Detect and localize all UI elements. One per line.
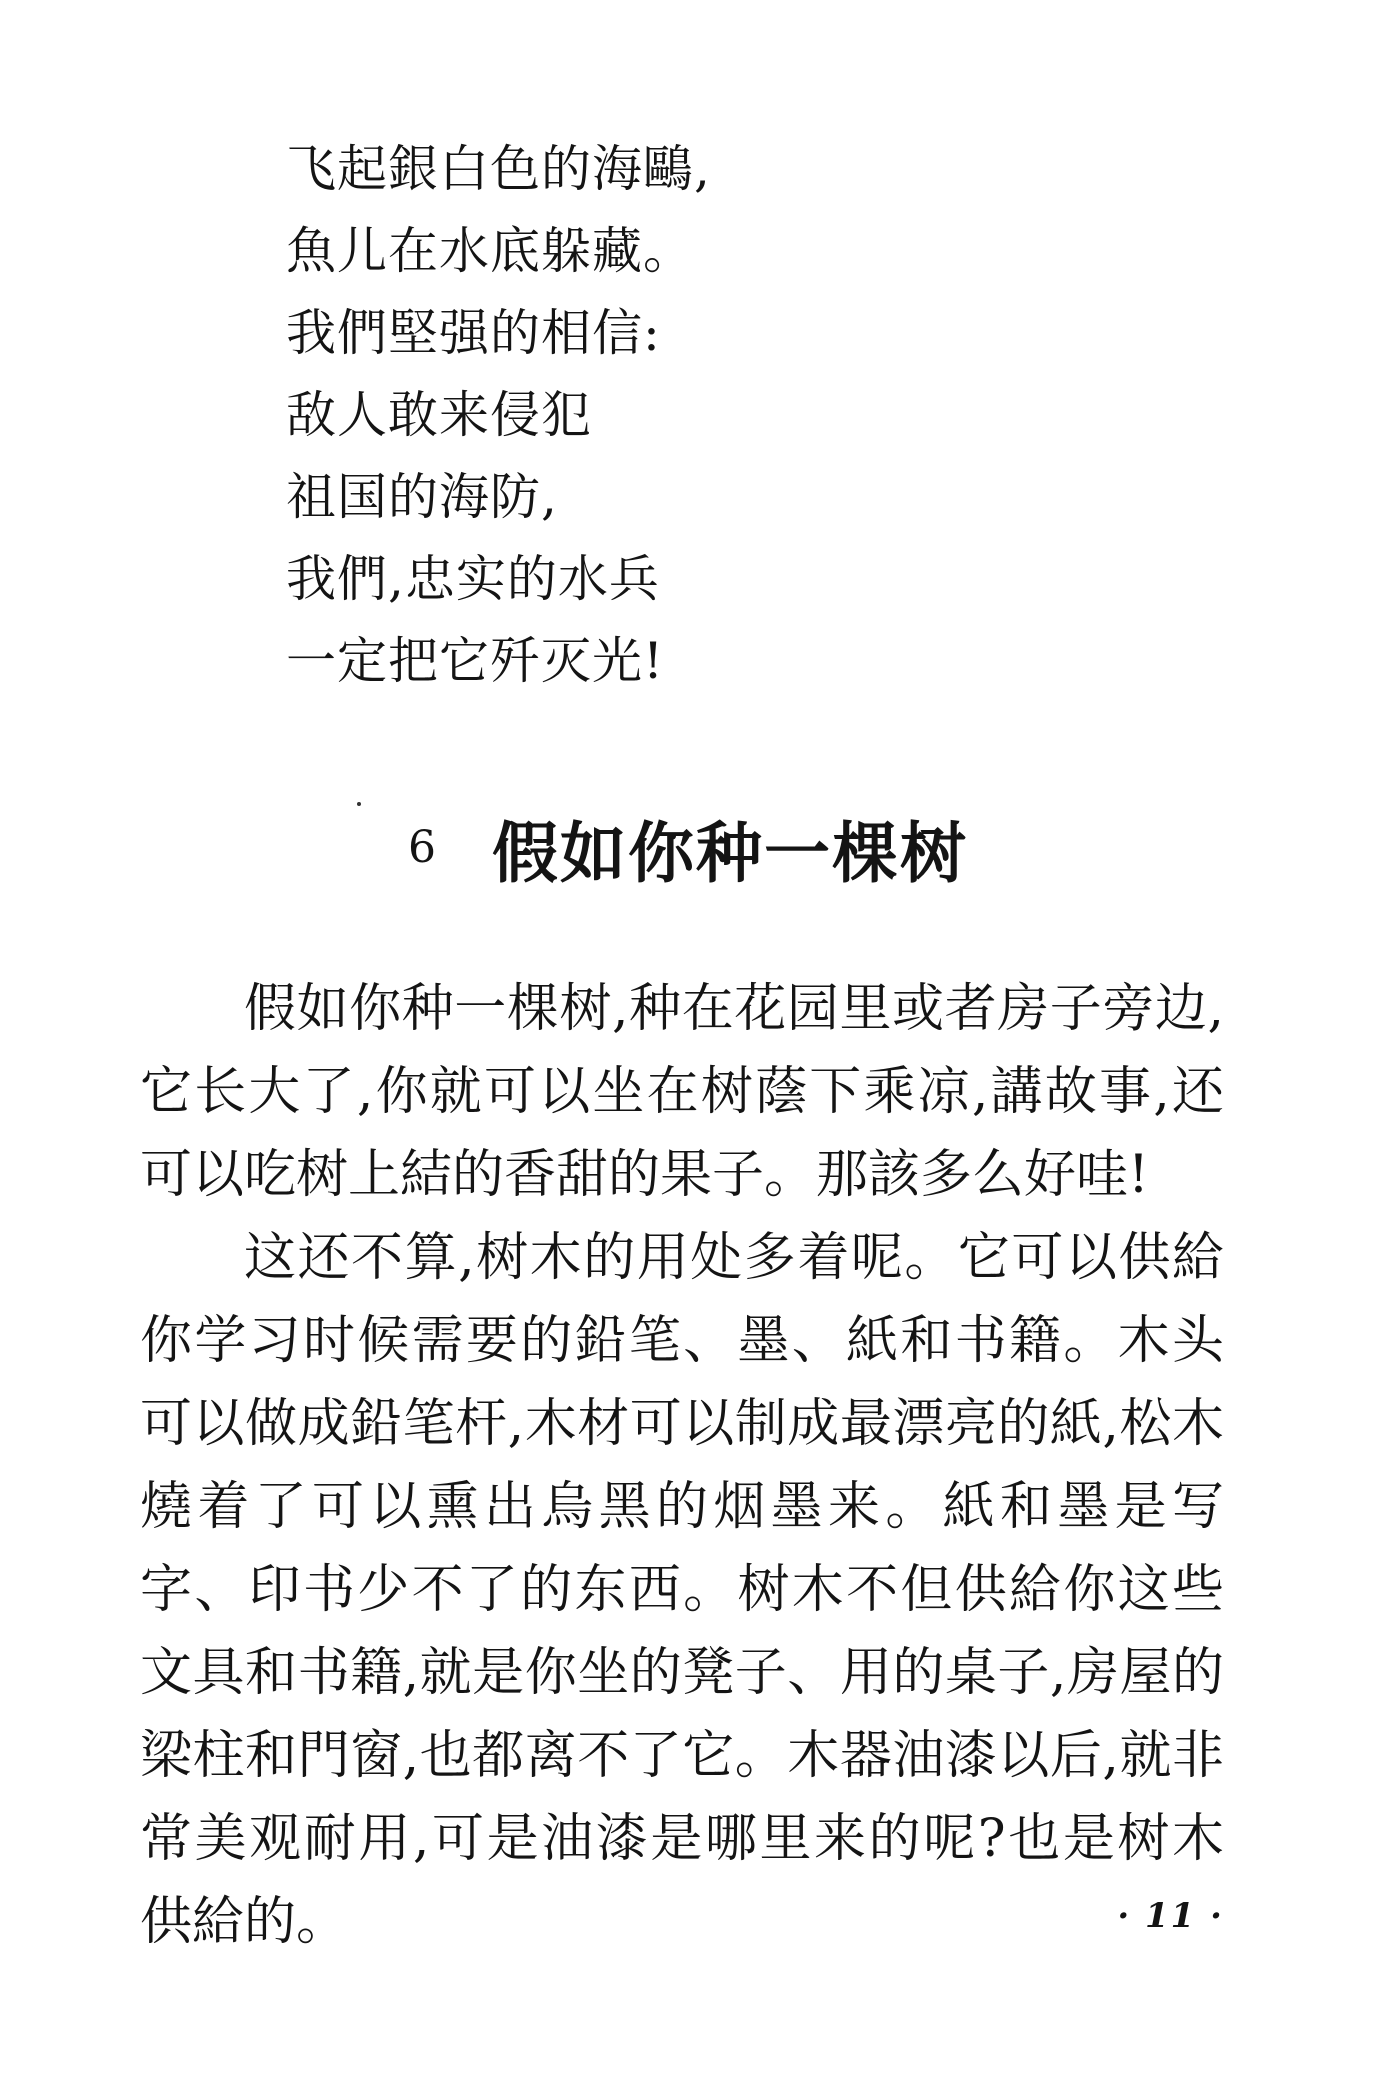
section-number: 6	[408, 822, 436, 873]
poem-line: 敌人敢来侵犯	[286, 386, 592, 444]
section-heading	[0, 800, 1376, 890]
poem-line: 一定把它歼灭光!	[286, 632, 665, 690]
paragraph: 假如你种一棵树,种在花园里或者房子旁边,它长大了,你就可以坐在树蔭下乘凉,講故事,还可以吃树上結的香甜的果子。那該多么好哇!	[140, 979, 1224, 1205]
poem-line: 飞起銀白色的海鷗,	[286, 140, 711, 198]
paragraph: 这还不算,树木的用处多着呢。它可以供給你学习时候需要的鉛笔、墨、紙和书籍。木头可以做成鉛笔杆,木材可以制成最漂亮的紙,松木燒着了可以熏出烏黑的烟墨来。紙和墨是写字、印书少不了的东西。树木不但供給你这些文具和书籍,就是你坐的凳子、用的桌子,房屋的梁柱和門窗,也都离不了它。木器油漆以后,就非常美观耐用,可是油漆是哪里来的呢?也是树木供給的。	[140, 1228, 1224, 1952]
poem-stanza	[286, 128, 711, 702]
section-body	[140, 968, 1224, 1964]
poem-line: 我們堅强的相信:	[286, 304, 661, 362]
section-title: 假如你种一棵树	[492, 814, 968, 892]
poem-line: 魚儿在水底躲藏。	[286, 222, 694, 280]
page-number: · 11 ·	[1117, 1896, 1224, 1936]
poem-line: 我們,忠实的水兵	[286, 550, 660, 608]
poem-line: 祖国的海防,	[286, 468, 558, 526]
